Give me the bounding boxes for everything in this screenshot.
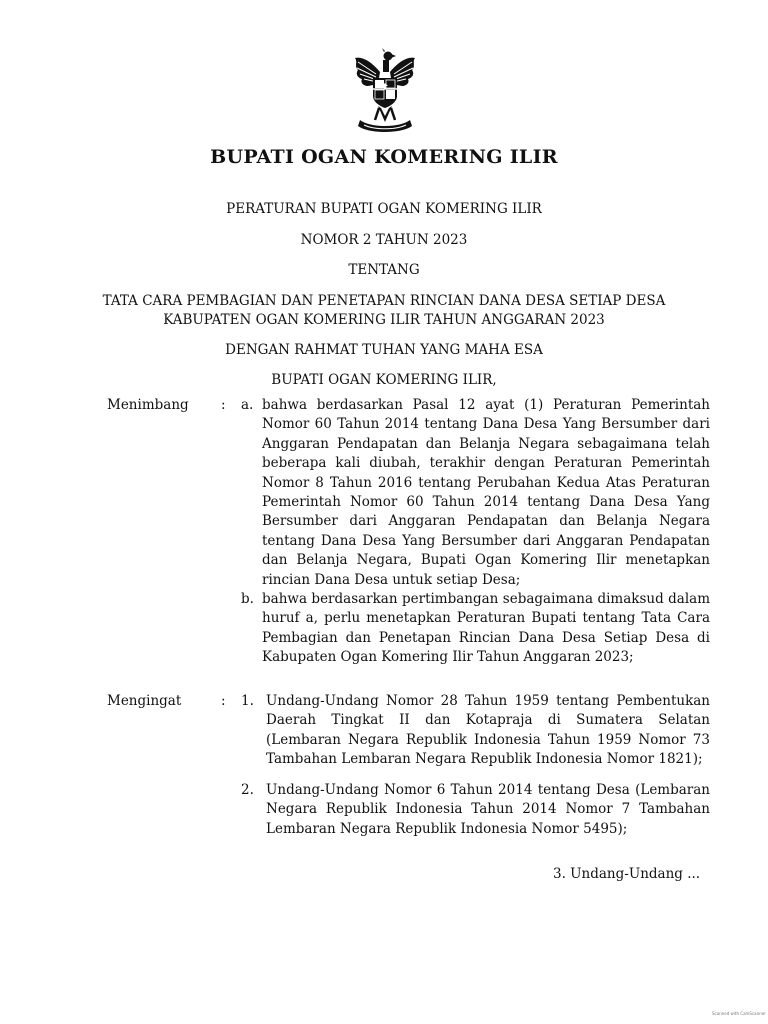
garuda-emblem-icon bbox=[352, 48, 418, 136]
regulation-subject-line-1: TATA CARA PEMBAGIAN DAN PENETAPAN RINCIAN DANA DESA SETIAP DESA bbox=[102, 293, 666, 309]
scanner-watermark: Scanned with CamScanner bbox=[712, 1011, 766, 1016]
menimbang-item-b: bahwa berdasarkan pertimbangan sebagaimana dimaksud dalam huruf a, perlu menetapkan Peraturan Bupati tentang Tata Cara Pembagian dan Penetapan Rincian Dana Desa Setiap Desa di Kabupaten Ogan Komering Ilir Tahun Anggaran 2023; bbox=[262, 591, 710, 666]
regulation-subject bbox=[0, 292, 768, 330]
regulation-number: NOMOR 2 TAHUN 2023 bbox=[300, 232, 468, 248]
regulation-subject-line-2: KABUPATEN OGAN KOMERING ILIR TAHUN ANGGARAN 2023 bbox=[163, 312, 605, 328]
mengingat-item-marker-1: 1. bbox=[241, 693, 254, 709]
mengingat-item-2: Undang-Undang Nomor 6 Tahun 2014 tentang Desa (Lembaran Negara Republik Indonesia Tahun 2014 Nomor 7 Tambahan Lembaran Negara Republik Indonesia Nomor 5495); bbox=[266, 782, 710, 837]
menimbang-colon: : bbox=[221, 397, 226, 413]
menimbang-label: Menimbang bbox=[107, 397, 189, 413]
menimbang-item-marker-b: b. bbox=[241, 591, 254, 607]
regulation-type: PERATURAN BUPATI OGAN KOMERING ILIR bbox=[226, 201, 542, 217]
invocation: DENGAN RAHMAT TUHAN YANG MAHA ESA bbox=[225, 342, 543, 358]
page-continuation: 3. Undang-Undang ... bbox=[553, 866, 701, 882]
mengingat-label: Mengingat bbox=[107, 693, 182, 709]
document-header-title: BUPATI OGAN KOMERING ILIR bbox=[210, 146, 558, 168]
mengingat-item-1: Undang-Undang Nomor 28 Tahun 1959 tentang Pembentukan Daerah Tingkat II dan Kotapraja di Sumatera Selatan (Lembaran Negara Republik Indonesia Tahun 1959 Nomor 73 Tambahan Lembaran Negara Republik Indonesia Nomor 1821); bbox=[266, 693, 710, 768]
regulation-about: TENTANG bbox=[348, 262, 420, 278]
menimbang-item-a: bahwa berdasarkan Pasal 12 ayat (1) Peraturan Pemerintah Nomor 60 Tahun 2014 tentang Dana Desa Yang Bersumber dari Anggaran Pendapatan dan Belanja Negara sebagaimana telah beberapa kali diubah, terakhir dengan Peraturan Pemerintah Nomor 8 Tahun 2016 tentang Perubahan Kedua Atas Peraturan Pemerintah Nomor 60 Tahun 2014 tentang Dana Desa Yang Bersumber dari Anggaran Pendapatan dan Belanja Negara tentang Dana Desa Yang Bersumber dari Anggaran Pendapatan dan Belanja Negara, Bupati Ogan Komering Ilir menetapkan rincian Dana Desa untuk setiap Desa; bbox=[262, 397, 710, 588]
mengingat-item-marker-2: 2. bbox=[241, 782, 254, 798]
issuer: BUPATI OGAN KOMERING ILIR, bbox=[271, 372, 497, 388]
mengingat-colon: : bbox=[221, 693, 226, 709]
menimbang-item-marker-a: a. bbox=[241, 397, 254, 413]
